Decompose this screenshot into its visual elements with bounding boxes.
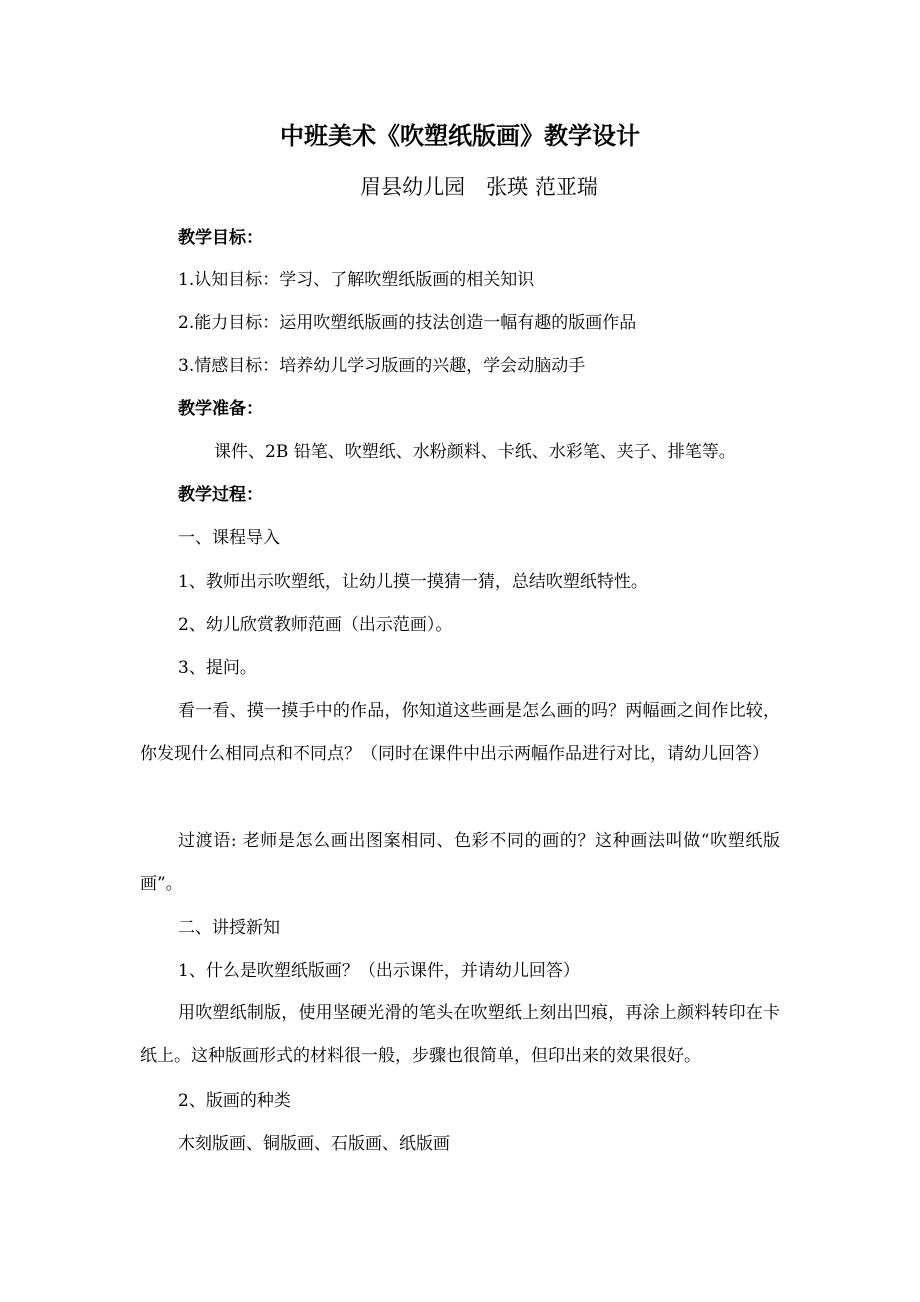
paragraph-question: 看一看、摸一摸手中的作品，你知道这些画是怎么画的吗？两幅画之间作比较，你发现什么相同点和不同点？（同时在课件中出示两幅作品进行对比，请幼儿回答） <box>140 701 780 764</box>
goal-2: 2.能力目标：运用吹塑纸版画的技法创造一幅有趣的版画作品 <box>178 313 637 333</box>
prep-heading: 教学准备： <box>178 399 263 419</box>
paragraph-transition: 过渡语: 老师是怎么画出图案相同、色彩不同的画的？这种画法叫做“吹塑纸版画”。 <box>140 831 780 894</box>
process-heading: 教学过程： <box>178 485 263 505</box>
goals-heading: 教学目标： <box>178 228 263 248</box>
section-1-heading: 一、课程导入 <box>178 528 280 548</box>
step-1-3: 3、提问。 <box>178 658 257 678</box>
document-subtitle: 眉县幼儿园 张瑛 范亚瑞 <box>360 175 598 199</box>
document-title: 中班美术《吹塑纸版画》教学设计 <box>280 121 640 150</box>
step-1-1: 1、教师出示吹塑纸，让幼儿摸一摸猜一猜，总结吹塑纸特性。 <box>178 572 648 592</box>
step-2-1: 1、什么是吹塑纸版画？（出示课件，并请幼儿回答） <box>178 961 580 981</box>
paragraph-definition: 用吹塑纸制版，使用坚硬光滑的笔头在吹塑纸上刻出凹痕，再涂上颜料转印在卡纸上。这种版画形式的材料很一般，步骤也很简单，但印出来的效果很好。 <box>140 1003 780 1066</box>
step-1-2: 2、幼儿欣赏教师范画（出示范画）。 <box>178 615 453 635</box>
goal-3: 3.情感目标：培养幼儿学习版画的兴趣，学会动脑动手 <box>178 356 586 376</box>
types-text: 木刻版画、铜版画、石版画、纸版画 <box>178 1134 450 1154</box>
prep-text: 课件、2B 铅笔、吹塑纸、水粉颜料、卡纸、水彩笔、夹子、排笔等。 <box>214 442 736 462</box>
step-2-2: 2、版画的种类 <box>178 1091 291 1111</box>
goal-1: 1.认知目标：学习、了解吹塑纸版画的相关知识 <box>178 270 535 290</box>
section-2-heading: 二、讲授新知 <box>178 918 280 938</box>
